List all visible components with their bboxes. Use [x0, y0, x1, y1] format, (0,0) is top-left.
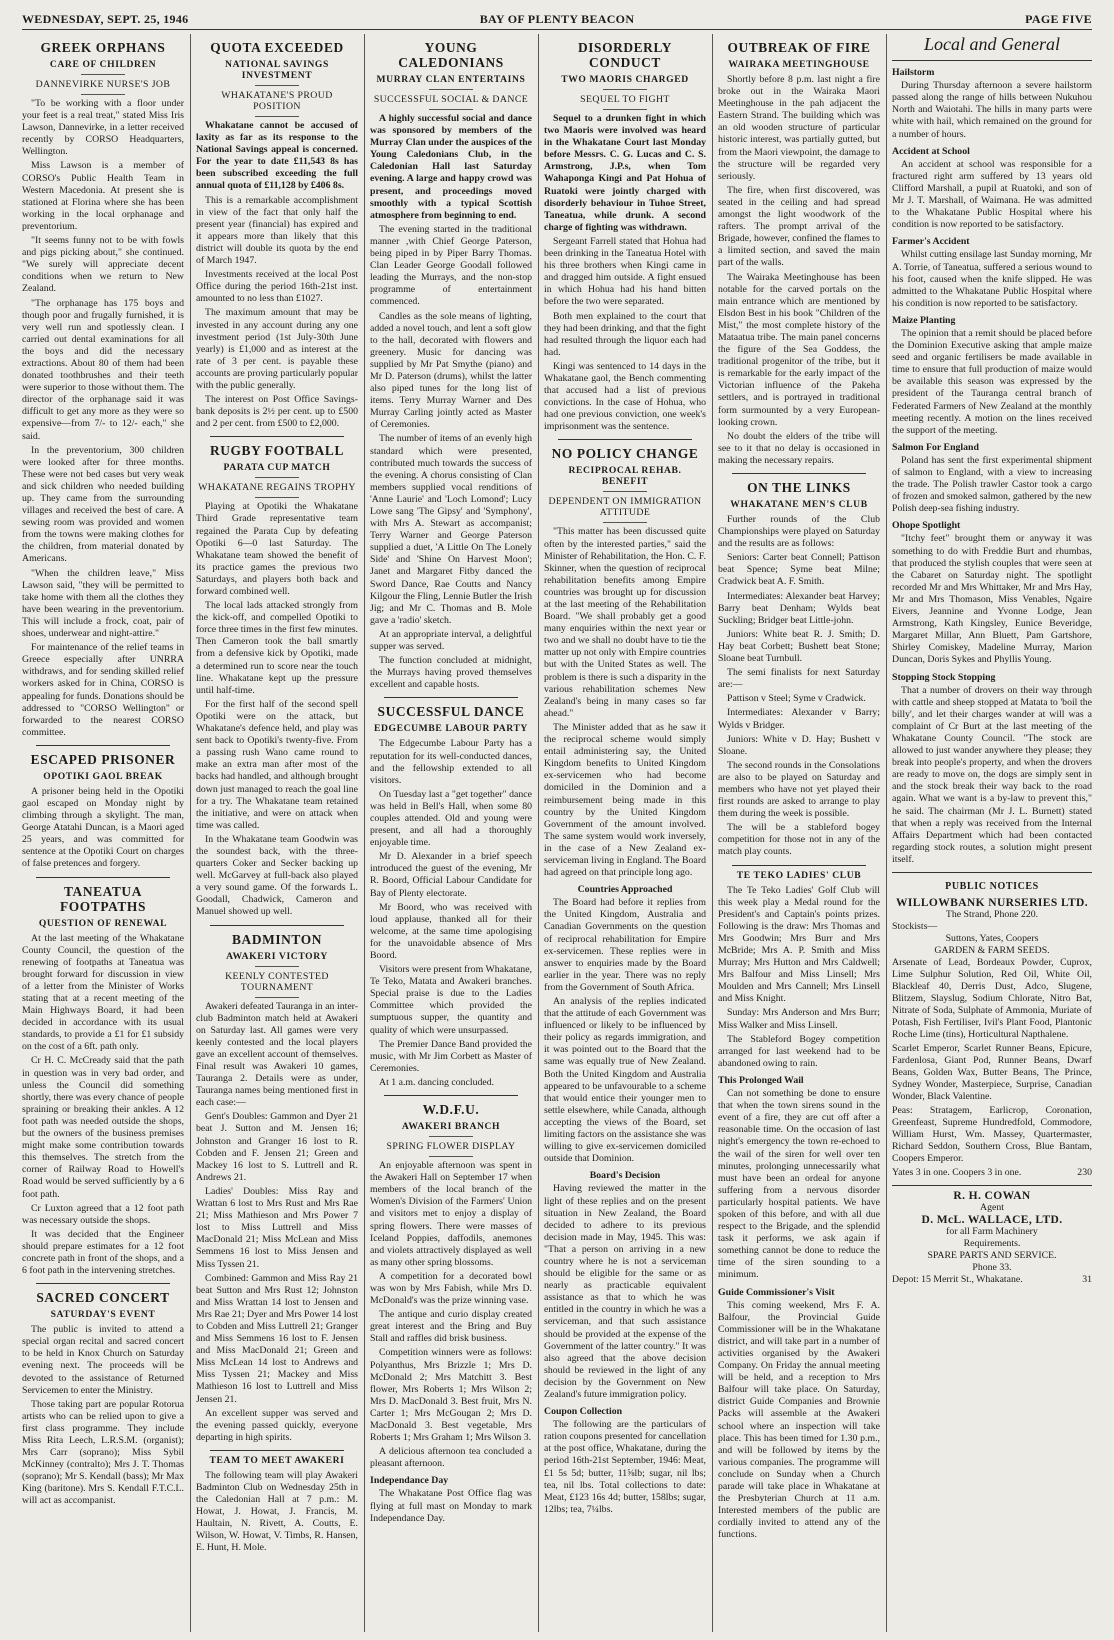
article-paragraph: An analysis of the replies indicated that the attitude of each Government was influenced or likely to be influenced by their policy as regards immigration, and it was pointed out to the Board that the same was equally true of New Zealand. Both the United Kingdom and Australia appeared to be unfavourable to a scheme that would entice their younger men to settle elsewhere, while Canada, although accepting the views of the Board, set limiting factors on the assistance she was willing to give ex-servicemen domiciled outside that Dominion.: [544, 996, 706, 1165]
page-number: PAGE FIVE: [1025, 12, 1092, 26]
article-deck: DANNEVIRKE NURSE'S JOB: [35, 79, 171, 90]
article-subhead: SATURDAY'S EVENT: [50, 1309, 156, 1321]
article-paragraph: The function concluded at midnight, the Murrays having proved themselves excellent and capable hosts.: [370, 655, 532, 691]
article-separator: [210, 436, 344, 437]
article-paragraph: The Edgecumbe Labour Party has a reputation for its well-conducted dances, and the fellowship extended to all visitors.: [370, 738, 532, 786]
article: [718, 1075, 880, 1282]
local-item-heading: Ohope Spotlight: [892, 520, 961, 532]
article-subhead: TE TEKO LADIES' CLUB: [736, 869, 862, 881]
article-paragraph: It was decided that the Engineer should prepare estimates for a 12 foot concrete path in front of the shops, and a 6 foot path in the intervening stretches.: [22, 1228, 184, 1277]
article-paragraph: The second rounds in the Consolations are also to be played on Saturday and members who have not yet played their first rounds are asked to arrange to play them during the week is possible.: [718, 759, 880, 820]
article-paragraph: "The orphanage has 175 boys and though poor and frugally furnished, it is very well run and spotlessly clean. I carried out dental examinations for all the boys and did the necessary extractions. About 80 of them had been donated toothbrushes and their teeth were superior to those without them. The director of the orphanage said it was difficult to get any more as they were so expensive—from 7/- to 12/- each," she said.: [22, 297, 184, 442]
article: [196, 40, 358, 430]
subhead-rule: [603, 522, 647, 523]
article-subhead: AWAKERI VICTORY: [226, 950, 328, 962]
article: [196, 1450, 358, 1555]
article-lead: [544, 113, 706, 234]
article-separator: [36, 745, 170, 746]
article: [196, 436, 358, 918]
article-paragraph: Gent's Doubles: Gammon and Dyer 21 beat J. Sutton and M. Jensen 16; Johnston and Granger 16 lost to R. Cobden and F. Jensen 21; Green and Mackey 16 lost to S. Luttrell and R. Andrews 21.: [196, 1111, 358, 1183]
advert-stockists-label: Stockists—: [892, 921, 938, 933]
public-notices-title: PUBLIC NOTICES: [945, 881, 1039, 892]
advert-agent-label: Agent: [980, 1202, 1004, 1214]
article-subhead: QUESTION OF RENEWAL: [38, 917, 168, 929]
article-paragraph: Having reviewed the matter in the light of these replies and on the present situation in New Zealand, the Board decided to adhere to its previous decision made in May, 1945. This was: "That a person on arriving in a new country where he is not a serviceman should be eligible for the same or as nearly as practicable equivalent assistance as that to which he was entitled in the country in which he was a serviceman, and that such assistance should be provided at the expense of the Government of the latter country." It was also agreed that the above decision should be reviewed in the light of any decision by the Government on New Zealand's future immigration policy.: [544, 1183, 706, 1400]
article-paragraph: No doubt the elders of the tribe will see to it that no delay is occasioned in making the necessary repairs.: [718, 430, 880, 466]
section-subheading: Coupon Collection: [544, 1406, 623, 1418]
column-divider: [886, 34, 887, 1632]
local-and-general-column: [892, 34, 1092, 1634]
masthead: [0, 0, 1114, 30]
article-paragraph: The evening started in the traditional manner ,with Chief George Paterson, being piped in by Piper Barry Thomas. Clan Leader George Goodall followed leading the Murrays, and the non-stop programme of entertainment commenced.: [370, 223, 532, 308]
article-deck: KEENLY CONTESTED TOURNAMENT: [225, 970, 329, 993]
article-paragraph: In the preventorium, 300 children were looked after for three months. These were not bed cases but very weak and sick children who needed building up. They came from the surrounding villages and received the best of care. A sewing room was provided and women from the towns were making clothes for the children, from material donated by Americans.: [22, 444, 184, 565]
article-headline: SUCCESSFUL DANCE: [377, 704, 525, 720]
subhead-rule: [255, 116, 299, 117]
article-paragraph: "This matter has been discussed quite often by the interested parties," said the Minister of Rehabilitation, the Hon. C. F. Skinner, when the question of reciprocal rehabilitation benefits among Empire countries was brought up for discussion at the last meeting of the Rehabilitation Board. "We shall probably get a good many enquiries within the next year or two and we shall no doubt have to tie the matter up not only with Empire countries but with the United States as well. The problem is there is such a disparity in the various rehabilitation schemes New Zealand's being in many cases so far ahead.": [544, 526, 706, 719]
article-subhead: CARE OF CHILDREN: [49, 59, 157, 70]
article-headline: YOUNG CALEDONIANS: [398, 40, 504, 70]
article-paragraph: For the first half of the second spell Opotiki were on the attack, but Whakatane's defence held, and play was sent back to Opotiki's twenty-five. From a passing rush Wano came round to make an extra man after most of the backs had handled, and although brought down just managed to reach the goal line for a try. The Whakatane team retained the initiative, and were on attack when time was called.: [196, 698, 358, 831]
advert-product-list: Peas: Stratagem, Earlicrop, Coronation, Greenfeast, Supreme Hundredfold, Commodore, William Hurst, Wm. Massey, Quartermaster, Richard Seddon, Southern Cross, Blue Bantam, Coopers Emperor.: [892, 1105, 1092, 1165]
article: [718, 1287, 880, 1542]
article-headline: ESCAPED PRISONER: [30, 751, 176, 767]
article-paragraph: Juniors: White v D. Hay; Bushett v Sloane.: [718, 733, 880, 757]
news-column-4: [544, 34, 706, 1634]
article-headline: BADMINTON: [232, 931, 322, 947]
article-deck: SUCCESSFUL SOCIAL & DANCE: [373, 94, 529, 105]
issue-date: WEDNESDAY, SEPT. 25, 1946: [22, 12, 189, 26]
article-subhead: TEAM TO MEET AWAKERI: [209, 1454, 345, 1466]
article-paragraph: The number of items of an evenly high standard which were presented, contributed much towards the success of the evening. A chorus consisting of Clan members supplied vocal renditions of 'Anne Laurie' and 'Loch Lomond'; Lucy Lowe sang 'The Gipsy' and 'Symphony', with Mrs A. Stewart as accompanist; Terry Warner and George Paterson supplied a duet, 'A Little On The Lonely Side' and 'Shine On Harvest Moon'; Janet and Margaret Fitby danced the Sword Dance, Rae Coutts and Nancy Kilgour the Fling, Lennie Butler the Irish Jig; and Mr C. Thomas and B. Mole gave a 'radio' sketch.: [370, 433, 532, 626]
local-item-heading: Hailstorm: [892, 67, 935, 79]
article-paragraph: "It seems funny not to be with fowls and pigs picking about," she continued. "We surely will appreciate decent conditions when we return to New Zealand.: [22, 235, 184, 295]
article-headline: QUOTA EXCEEDED: [210, 40, 344, 55]
article: [22, 1283, 184, 1507]
article-paragraph: Ladies' Doubles: Miss Ray and Wrattan 6 lost to Mrs Rust and Mrs Rae 21; Miss Mathieson and Mrs Power 7 lost to Miss Luttrell and Miss MacDonald 21; Miss McLean and Miss Semmens 16 lost to Miss Jensen and Miss Tyssen 21.: [196, 1185, 358, 1270]
article-paragraph: The Board had before it replies from the United Kingdom, Australia and Canadian Governments on the question of reciprocal rehabilitation for Empire ex-servicemen. These replies were in answer to enquiries made by the Board earlier in the year. There was no reply from the Government of South Africa.: [544, 897, 706, 993]
article: [22, 877, 184, 1278]
advert-line: for all Farm Machinery: [946, 1226, 1038, 1238]
article-paragraph: Shortly before 8 p.m. last night a fire broke out in the Wairaka Maori Meetinghouse in the pah adjacent the Eastern Strand. The building which was an old wooden structure of particular historic interest, was partially gutted, but from the Maori viewpoint, the damage to the structure will be regarded very seriously.: [718, 74, 880, 182]
article-separator: [732, 865, 866, 866]
article-paragraph: In the Whakatane team Goodwin was the soundest back, with the three-quarters Coker and Secker backing up well. McGarvey at full-back also played a very sound game. Of the forwards L. Goodall, Chadwick, Cameron and Manuel showed up well.: [196, 833, 358, 918]
article-paragraph: This coming weekend, Mrs F. A. Balfour, the Provincial Guide Commissioner will be in the Whakatane district, and will take part in a number of activities organised by the Awakeri Company. On Friday the annual meeting will be held, and a reception to Mrs Balfour will take place. On Saturday, district Guide Companies and Brownie Packs will assemble at the Awakeri school where an inspection will take place. This has been timed for 1.30 p.m., and will be followed by items by the various companies. The programme will conclude on Sunday when a Church parade will take place in Whakatane at the Presbyterian Church at 11 a.m. Interested members of the public are cordially invited to attend any of the functions.: [718, 1299, 880, 1541]
subhead-rule: [429, 1156, 473, 1157]
article-paragraph: Both men explained to the court that they had been drinking, and that the fight had resulted through the liquor each had had.: [544, 310, 706, 358]
section-subheading: This Prolonged Wail: [718, 1074, 804, 1086]
article-paragraph: An excellent supper was served and the evening passed quickly, everyone departing in high spirits.: [196, 1407, 358, 1443]
article: [718, 40, 880, 467]
article-headline: SACRED CONCERT: [36, 1290, 170, 1306]
article-paragraph: Those taking part are popular Rotorua artists who can be relied upon to give a first class programme. They include Miss Rita Leech, L.R.S.M. (organist); Mrs Carr (soprano); Miss Sybil McKinney (contralto); Mrs J. T. Thomas (soprano); Mr S. Kendall (bass); Mr Max King (baritone). Mrs S. Kendall F.T.C.L. will act as accompanist.: [22, 1398, 184, 1507]
article-paragraph: Cr Luxton agreed that a 12 foot path was necessary outside the shops.: [22, 1202, 184, 1226]
public-notices: [892, 872, 1092, 1179]
advert-product-list: Scarlet Emperor, Scarlet Runner Beans, Epicure, Fardenlosa, Giant Pod, Runner Beans, Dwarf Beans, Golden Wax, Butter Beans, The Prince, Sydney Wonder, Masterpiece, Surprise, Canadian Wonder, Black Valentine.: [892, 1043, 1092, 1103]
news-column-5: [718, 34, 880, 1634]
advert-line: Requirements.: [963, 1238, 1021, 1250]
newspaper-name: BAY OF PLENTY BEACON: [479, 12, 635, 26]
article: [370, 697, 532, 1089]
article-separator: [210, 925, 344, 926]
article-paragraph: "To be working with a floor under your feet is a real treat," stated Miss Iris Lawson, Dannevirke, in a letter received recently by CORSO Headquarters, Wellington.: [22, 98, 184, 158]
advert-brands: Suttons, Yates, Coopers: [945, 933, 1039, 945]
subhead-rule: [81, 94, 125, 95]
article-paragraph: The antique and curio display created great interest and the Bring and Buy Stall and raffles did brisk business.: [370, 1309, 532, 1345]
article-paragraph: The interest on Post Office Savings-bank deposits is 2½ per cent. up to £500 and 2 per cent. from £500 to £2,000.: [196, 394, 358, 430]
article-paragraph: The Premier Dance Band provided the music, with Mr Jim Corbett as Master of Ceremonies.: [370, 1038, 532, 1074]
article-paragraph: A competition for a decorated bowl was won by Mrs Fabish, while Mrs D. McDonald's was the prize winning vase.: [370, 1270, 532, 1307]
local-item-heading: Farmer's Accident: [892, 236, 970, 248]
article-subhead: TWO MAORIS CHARGED: [561, 74, 689, 85]
column-divider: [538, 34, 539, 1632]
article-subhead: EDGECUMBE LABOUR PARTY: [374, 723, 528, 735]
article-paragraph: A delicious afternoon tea concluded a pleasant afternoon.: [370, 1446, 532, 1470]
article-paragraph: Cr H. C. McCready said that the path in question was in very bad order, and unless the Council did something shortly, there was every chance of people spraining or breaking their ankles. A 12 foot path was needed outside the shops, but the owners of the business premises might make some contribution towards this themselves. The stretch from the corner of Railway Road to Howell's Road would be served sufficiently by a 6 foot path.: [22, 1055, 184, 1200]
article-paragraph: At 1 a.m. dancing concluded.: [379, 1076, 495, 1088]
article-paragraph: The Wairaka Meetinghouse has been notable for the carved portals on the main entrance which are mentioned by Elsdon Best in his book "Children of the Mist," the most complete history of the Mataatua tribe. The main panel concerns the figure of the Sea Goddess, the traditional progenitor of the tribe, but it is remarkable for the early impact of the Victorian influence of the Pakeha settlers, and is portrayed in traditional form surmounted by a very European-looking crown.: [718, 271, 880, 428]
subhead-rule: [255, 966, 299, 967]
local-item-text: Whilst cutting ensilage last Sunday morning, Mr A. Torrie, of Taneatua, suffered a serious wound to his foot, caused when the knife slipped. He was admitted to the Whakatane Public Hospital where his condition is now reported to be satisfactory.: [892, 249, 1092, 309]
news-column-1: [22, 34, 184, 1634]
article-paragraph: Visitors were present from Whakatane, Te Teko, Matata and Awakeri branches. Special praise is due to the Ladies Committee which provided the sumptuous supper, the quantity and quality of which were unsurpassed.: [370, 964, 532, 1036]
article-paragraph: Competition winners were as follows: Polyanthus, Mrs Brizzle 1; Mrs D. McDonald 2; Mrs Matchitt 3. Best flower, Mrs Roberts 1; Mrs Wilson 2; Mrs D. MacDonald 3. Best fruit, Mrs N. Carter 1; Mrs McGougan 2; Mrs D. MacDonald 3. Best vegetable, Mrs Roberts 1; Mrs Graham 1; Mrs Wilson 3.: [370, 1347, 532, 1444]
subhead-rule: [255, 477, 299, 478]
article: [544, 439, 706, 879]
local-general-title: Local and General: [924, 34, 1060, 54]
article-paragraph: The following team will play Awakeri Badminton Club on Wednesday 25th in the Caledonian Hall at 7 p.m.: M. Howat, J. Howat, J. Francis, M. Haultain, N. Rivett, A. Coutts, E. Wilson, W. Howat, V. Timbs, R. Hansen, E. Hunt, H. Mole.: [196, 1469, 358, 1554]
article-headline: DISORDERLY CONDUCT: [577, 40, 673, 70]
article-deck: DEPENDENT ON IMMIGRATION ATTITUDE: [548, 496, 702, 519]
article: [544, 1170, 706, 1401]
article-subhead: NATIONAL SAVINGS INVESTMENT: [225, 59, 329, 81]
article-paragraph: At the last meeting of the Whakatane County Council, the question of the renewing of footpaths at Taneatua was brought forward for discussion in view of a letter from the Minister of Works stating that at a recent meeting of the Main Highways Board, it had been decided in accordance with its usual standards, to provide a £1 for £1 subsidy on the cost of a 6ft. path only.: [22, 932, 184, 1053]
article-separator: [210, 1450, 344, 1451]
article-paragraph: Intermediates: Alexander beat Harvey; Barry beat Denham; Wylds beat Suckling; Bridger beat Little-john.: [718, 590, 880, 626]
advert-agent-name: R. H. COWAN: [953, 1190, 1031, 1203]
article-separator: [384, 1095, 518, 1096]
article: [544, 884, 706, 1165]
local-item-text: Poland has sent the first experimental shipment of salmon to England, with a view to increasing the trade. The Polish trawler Castor took a cargo of frozen and smoked salmon, gathered by the new Polish deep-sea fishing industry.: [892, 454, 1092, 515]
article-paragraph: This is a remarkable accomplishment in view of the fact that only half the present year (financial) has expired and it appears more than likely that this district will double its quota by the end of March 1947.: [196, 194, 358, 267]
article-paragraph: Further rounds of the Club Championships were played on Saturday and the results are as follows:: [718, 514, 880, 550]
article-lead: [370, 113, 532, 222]
article-paragraph: "When the children leave," Miss Lawson said, "they will be permitted to take home with them all the clothes they have been wearing in the preventorium. This will include a frock, coat, pair of shoes, underwear and night-attire.": [22, 567, 184, 640]
article: [718, 473, 880, 859]
article-headline: OUTBREAK OF FIRE: [727, 40, 871, 55]
article-paragraph: The public is invited to attend a special organ recital and sacred concert to be held in Knox Church on Saturday evening next. The proceeds will be devoted to the assistance of Returned Servicemen to enter the Ministry.: [22, 1324, 184, 1396]
article-subhead: MURRAY CLAN ENTERTAINS: [376, 74, 526, 85]
article-paragraph: Juniors: White beat R. J. Smith; D. Hay beat Corbett; Bushett beat Stone; Sloane beat Turnbull.: [718, 628, 880, 665]
subhead-rule: [603, 491, 647, 492]
article-subhead: OPOTIKI GAOL BREAK: [43, 770, 163, 782]
article-paragraph: Candles as the sole means of lighting, added a novel touch, and lent a soft glow to the hall, decorated with flowers and greenery. Music for dancing was supplied by Mr Pat Smythe (piano) and Mr D. Paterson (drums), whilst the latter also piped tunes for the long list of items. Terry Murray Warner and Des Murray Carling jointly acted as Master of Ceremonies.: [370, 310, 532, 431]
advert-footer: [892, 1274, 1092, 1286]
advert-product-list: Arsenate of Lead, Bordeaux Powder, Cuprox, Lime Sulphur Solution, Red Oil, White Oil, Blackleaf 40, Derris Dust, Adco, Slugene, Blitzem, Slayslug, Sodium Chlorate, Nitro Bat, Nitrate of Soda, Sulphate of Ammonia, Muriate of Potash, Fish Fertiliser, Ivil's Plant Food, Plantonic Roche Lime (tins), Horticultural Napthalene.: [892, 957, 1092, 1041]
article-headline: TANEATUA FOOTPATHS: [60, 883, 146, 914]
article: [22, 40, 184, 739]
machinery-advertisement: [892, 1185, 1092, 1286]
article-paragraph: Mr D. Alexander in a brief speech introduced the guest of the evening, Mr R. Boord, Official Labour Candidate for Bay of Plenty electorate.: [370, 851, 532, 899]
article-subhead: RECIPROCAL REHAB. BENEFIT: [568, 465, 682, 488]
article-paragraph: Miss Lawson is a member of CORSO's Public Health Team in Western Macedonia. At present she is stationed at Florina where she has been working in the local orphanage and preventorium.: [22, 160, 184, 232]
subhead-rule: [81, 74, 125, 75]
local-item-text: During Thursday afternoon a severe hailstorm passed along the range of hills between Nukuhou North and Waiotahi. The hills in many parts were white with hail, which remained on the ground for a number of hours.: [892, 80, 1092, 140]
article: [370, 40, 532, 691]
article-paragraph: For maintenance of the relief teams in Greece especially after UNRRA withdraws, and for sending skilled relief workers asked for in China, CORSO is appealing for funds. Donations should be addressed to "CORSO Wellington" or forwarded to the nearest CORSO committee.: [22, 642, 184, 738]
article: [718, 865, 880, 1070]
column-divider: [712, 34, 713, 1632]
article-subhead: WAIRAKA MEETINGHOUSE: [728, 59, 870, 70]
article-paragraph: The local lads attacked strongly from the kick-off, and compelled Opotiki to force three times in the first few minutes. Then Cameron took the ball smartly from a defensive kick by Opotiki, made a determined run to score near the touch line. Whakatane kept up the pressure until half-time.: [196, 600, 358, 696]
article-deck: WHAKATANE REGAINS TROPHY: [198, 482, 356, 494]
subhead-rule: [255, 497, 299, 498]
article-separator: [36, 1283, 170, 1284]
article-deck: WHAKATANE'S PROUD POSITION: [221, 90, 333, 112]
article-subhead: AWAKERI BRANCH: [401, 1121, 501, 1133]
lead-paragraph: Sequel to a drunken fight in which two Maoris were involved was heard in the Whakatane Court last Monday before Messrs. C. G. Lucas and C. S. Armstrong, J.P.s, when Tom Wahaponga Kingi and Pat Hohua of Ruatoki were jointly charged with disorderly behaviour in Tuhoe Street, Taneatua, while drunk. A second charge of fighting was withdrawn.: [544, 113, 706, 233]
article-headline: RUGBY FOOTBALL: [209, 443, 344, 459]
local-item-heading: Stopping Stock Stopping: [892, 671, 996, 683]
lead-paragraph: Whakatane cannot be accused of laxity as far as its response to the National Savings appeal is concerned. For the year to date £11,543 8s has been subscribed exceeding the full annual quota of £11,128 by £406 8s.: [196, 120, 358, 192]
article-subhead: PARATA CUP MATCH: [223, 462, 331, 474]
article-paragraph: Can not something be done to ensure that when the town sirens sound in the event of a fire, they are cut off after a reasonable time. On the occasion of last night's emergency the town re-echoed to the wail of the siren for well over ten minutes, prolonging unnecessarily what must have been an ordeal for anyone suffering from a nervous disorder particularly hospital patients. We have spoken of this before, and with all due respect to the Brigade, and the splendid task it performs, we ask again if something cannot be done to reduce the time of the siren sounding to a minimum.: [718, 1088, 880, 1281]
advert-code: 230: [1077, 1167, 1092, 1179]
article-paragraph: The Stableford Bogey competition arranged for last weekend had to be abandoned owing to rain.: [718, 1033, 880, 1069]
masthead-rule: [22, 29, 1092, 30]
article-paragraph: Kingi was sentenced to 14 days in the Whakatane gaol, the Bench commenting that accused had a list of previous convictions. In the case of Hohua, who had one previous conviction, one week's imprisonment was the sentence.: [544, 360, 706, 433]
local-item-text: That a number of drovers on their way through with cattle and sheep stopped at Matata to 'boil the billy', and let their charges wander at will was a complaint of Cr Burt at the last meeting of the Whakatane County Council. "The stock are allowed to just wander anywhere they please; they break into people's property, and when the drovers are ready to move on, the dogs are simply sent in and the stock break their way back to the road again. What we want is a by-law to prevent this," he said. The chairman (Mr J. L. Burnett) stated that when a reply was received from the Internal Affairs Department which had been contacted regarding stock routes, a solution might present itself.: [892, 684, 1092, 865]
local-item-text: An accident at school was responsible for a fractured right arm suffered by 13 years old Clifford Marshall, a pupil at Ruatoki, and son of Mr J. T. Marshall, of Waimana. He was admitted to the Whakatane Public Hospital where his condition is now reported to be satisfactory.: [892, 158, 1092, 231]
article: [22, 745, 184, 871]
article-deck: SEQUEL TO FIGHT: [580, 94, 670, 105]
local-item-heading: Maize Planting: [892, 314, 956, 326]
lead-paragraph: A highly successful social and dance was sponsored by members of the Murray Clan under the auspices of the Young Caledonians Club, in the Caledonian Hall last Saturday evening. A large and happy crowd was present, and proceedings moved smoothly with a typical Scottish atmosphere from beginning to end.: [370, 113, 532, 221]
local-item-heading: Accident at School: [892, 145, 970, 157]
local-item-heading: Salmon For England: [892, 441, 979, 453]
advert-footer-text: Yates 3 in one. Coopers 3 in one.: [892, 1167, 1022, 1179]
article-separator: [384, 697, 518, 698]
article-separator: [36, 877, 170, 878]
section-subheading: Independance Day: [370, 1475, 449, 1487]
article-paragraph: A prisoner being held in the Opotiki gaol escaped on Monday night by climbing through a skylight. The man, George Atatahi Duncan, is a Maori aged 25 years, and was committed for sentence at the Opotiki Court on charges of false pretences and forgery.: [22, 785, 184, 870]
article-paragraph: The Whakatane Post Office flag was flying at full mast on Monday to mark Independance Day.: [370, 1488, 532, 1524]
subhead-rule: [429, 89, 473, 90]
article-paragraph: On Tuesday last a "get together" dance was held in Bell's Hall, when some 80 couples attended. Old and young were present, and all had a thoroughly enjoyable time.: [370, 788, 532, 849]
advert-line: Phone 33.: [972, 1262, 1012, 1274]
article-headline: W.D.F.U.: [422, 1102, 480, 1118]
local-item-text: The opinion that a remit should be placed before the Dominion Executive asking that ample maize seed and organic fertilisers be made available in time to ensure that full production of maize would be available this season was expressed by the president of the Tauranga central branch of Federated Farmers of New Zealand at the monthly meeting recently. A motion on the lines received the support of the meeting.: [892, 327, 1092, 436]
article-separator: [558, 439, 692, 440]
article-paragraph: Playing at Opotiki the Whakatane Third Grade representative team regained the Parata Cup by defeating Opotiki 6—0 last Saturday. The Whakatane team showed the benefit of its practice games the previous two Saturdays, and players both back and forward combined well.: [196, 501, 358, 597]
nursery-advertisement: [892, 897, 1092, 1179]
subhead-rule: [429, 109, 473, 110]
article-paragraph: Seniors: Carter beat Connell; Pattison beat Spence; Syme beat Milne; Cradwick beat A. F. Smith.: [718, 552, 880, 588]
article-paragraph: Sunday: Mrs Anderson and Mrs Burr; Miss Walker and Miss Linsell.: [718, 1007, 880, 1031]
article: [196, 925, 358, 1444]
advert-business-name: WILLOWBANK NURSERIES LTD.: [895, 897, 1089, 910]
article-paragraph: The maximum amount that may be invested in any account during any one investment period (1st July-30th June yearly) is £1,000 and as interest at the rate of 3 per cent. is payable these accounts are proving particularly popular with the public generally.: [196, 307, 358, 391]
article-headline: NO POLICY CHANGE: [551, 446, 699, 462]
column-divider: [190, 34, 191, 1632]
column-divider: [364, 34, 365, 1632]
article-paragraph: The semi finalists for next Saturday are:—: [718, 667, 880, 691]
article-subhead: WHAKATANE MEN'S CLUB: [730, 499, 868, 510]
subhead-rule: [603, 89, 647, 90]
article-paragraph: The Minister added that as he saw it the reciprocal scheme would simply entail administering say, the United Kingdom benefits to United Kingdom ex-servicemen who had become domiciled in the Dominion and a reimbursement being made in this country by the United Kingdom Government of the amount involved. The same system would work inversely, in the case of a New Zealand ex-serviceman living in England. The Board had agreed on that principle long ago.: [544, 721, 706, 879]
article-paragraph: The will be a stableford bogey competition for those not in any of the match play counts.: [718, 822, 880, 858]
subhead-rule: [429, 1136, 473, 1137]
local-general-header: [892, 34, 1092, 61]
article-paragraph: Intermediates: Alexander v Barry; Wylds v Bridger.: [718, 707, 880, 731]
subhead-rule: [255, 997, 299, 998]
advert-line: SPARE PARTS AND SERVICE.: [927, 1250, 1057, 1262]
article-paragraph: The fire, when first discovered, was seated in the ceiling and had spread amongst the light woodwork of the rafters. The prompt arrival of the Brigade, however, confined the flames to a limited section, and saved the main part of the walls.: [718, 184, 880, 269]
news-column-2: [196, 34, 358, 1634]
advert-footer: [892, 1167, 1092, 1179]
article-headline: ON THE LINKS: [747, 480, 851, 495]
article-paragraph: Investments received at the local Post Office during the period 16th-21st inst. amounted to no less than £1027.: [196, 269, 358, 305]
advert-depot: Depot: 15 Merrit St., Whakatane.: [892, 1274, 1023, 1286]
article-paragraph: An enjoyable afternoon was spent in the Awakeri Hall on September 17 when members of the local branch of the Women's Division of the Farmers' Union and visitors met to enjoy a display of spring flowers. There were masses of Iceland Poppies, daffodils, anemones and violets attractively displayed as well as many other spring blossoms.: [370, 1160, 532, 1268]
section-subheading: Countries Approached: [577, 884, 673, 896]
article: [370, 1475, 532, 1524]
section-subheading: Guide Commissioner's Visit: [718, 1286, 835, 1298]
advert-code: 31: [1082, 1274, 1092, 1286]
article-paragraph: Pattison v Steel; Syme v Cradwick.: [727, 693, 866, 705]
news-column-3: [370, 34, 532, 1634]
article-headline: GREEK ORPHANS: [40, 40, 166, 55]
article-paragraph: At an appropriate interval, a delightful supper was served.: [370, 628, 532, 653]
advert-firm-name: D. McL. WALLACE, LTD.: [921, 1214, 1063, 1227]
article-paragraph: Sergeant Farrell stated that Hohua had been drinking in the Taneatua Hotel with his three brothers when Kingi came in and dragged him outside. A fight ensued in which Hohua had his hand bitten before the two were separated.: [544, 235, 706, 308]
article-deck: SPRING FLOWER DISPLAY: [386, 1141, 516, 1153]
article-paragraph: Combined: Gammon and Miss Ray 21 beat Sutton and Mrs Rust 12; Johnston and Miss Wrattan 14 lost to Jensen and Mrs Rae 21; Dyer and Mrs Power 14 lost to Cobden and Miss Luttrell 21; Granger and Miss Semmens 16 lost to F. Jensen and Miss MacDonald 21; Green and Miss McLean 14 lost to Andrews and Miss Tyssen 21; Mackey and Miss Mathieson 16 lost to Luttrell and Miss Jensen 21.: [196, 1272, 358, 1405]
subhead-rule: [255, 85, 299, 86]
article-paragraph: The following are the particulars of ration coupons presented for cancellation at the post office, Whakatane, during the period 16th-21st September, 1946: Meat, £1 5s 5d; butter, 11⅝lb; sugar, nil lbs; tea, nil lbs. Total collections to date: Meat, £123 16s 4d; butter, 158lbs; sugar, 12lbs; tea, 7¼lbs.: [544, 1419, 706, 1515]
subhead-rule: [603, 109, 647, 110]
article: [544, 1406, 706, 1516]
article-lead: [196, 120, 358, 193]
advert-line: GARDEN & FARM SEEDS.: [934, 945, 1050, 957]
article-paragraph: Awakeri defeated Tauranga in an inter-club Badminton match held at Awakeri on Saturday last. All games were very keenly contested and the local players gave an excellent account of themselves. Final result was Awakeri 10 games, Tauranga 2. Details were as under, Tauranga names being mentioned first in each case:—: [196, 1000, 358, 1109]
article-paragraph: The Te Teko Ladies' Golf Club will this week play a Medal round for the President's and Captain's points prizes. Following is the draw: Mrs Thomas and Mrs Goodwin; Mrs Burr and Mrs McBride; Mrs A. P. Smith and Miss Murray; Mrs Hutton and Mrs Caldwell; Mrs Balfour and Miss Linsell; Mrs Moulden and Mrs Cannell; Mrs Linsell and Miss Knight.: [718, 884, 880, 1005]
section-subheading: Board's Decision: [589, 1170, 661, 1182]
article: [544, 40, 706, 433]
article: [370, 1095, 532, 1470]
advert-address: The Strand, Phone 220.: [945, 909, 1039, 921]
local-item-text: "Itchy feet" brought them or anyway it was something to do with Freddie Burt and rhumbas, that produced the stylish couples that were seen at the Cabaret on Saturday night. The spotlight recorded Mr and Mrs Whittaker, Mr and Mrs Hay, Mr and Mrs Thomason, Miss Venables, Ngaire Eivers, Jeannine and Yvonne Lodge, Jean Armstrong, Kath Kingsley, Eunice Beveridge, Margaret Millar, Ann Bluett, Pam Gartshore, Shirley Comiskey, Madeline Murray, Marion Duncan, Doris Sykes and Phyllis Young.: [892, 533, 1092, 666]
article-separator: [732, 473, 866, 474]
article-paragraph: Mr Boord, who was received with loud applause, thanked all for their welcome, at the same time apologising for the unavoidable absence of Mrs Boord.: [370, 901, 532, 961]
